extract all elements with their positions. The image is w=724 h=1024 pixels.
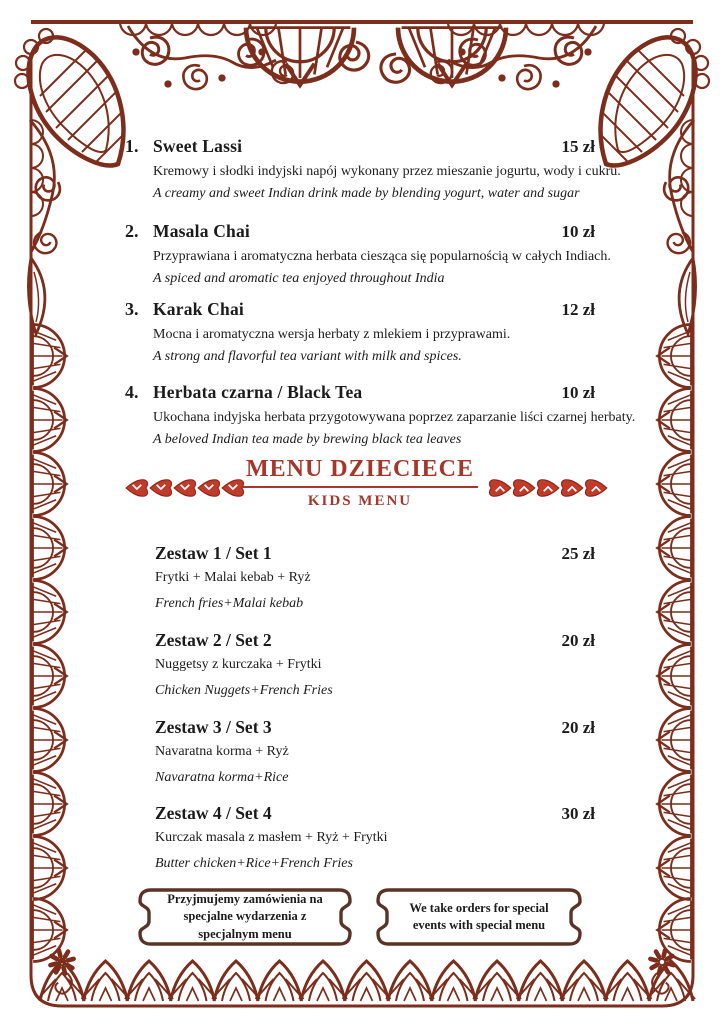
item-description-pl: Kremowy i słodki indyjski napój wykonany przez mieszanie jogurtu, wody i cukru. [153,164,621,179]
kids-set-header [125,717,595,738]
set-description-en: Chicken Nuggets+French Fries [155,683,333,698]
kids-set-header [125,803,595,824]
item-description-en: A strong and flavorful tea variant with milk and spices. [153,349,462,364]
item-description-pl: Przyprawiana i aromatyczna herbata ciesząca się popularnością w całych Indiach. [153,249,611,264]
menu-item-header [125,136,595,157]
special-orders-text-pl: Przyjmujemy zamówienia na specjalne wydarzenia z specjalnym menu [167,891,323,941]
item-description-en: A creamy and sweet Indian drink made by blending yogurt, water and sugar [153,186,580,201]
item-price: 12 zł [561,300,595,319]
item-name: Herbata czarna / Black Tea [153,382,363,402]
set-price: 20 zł [561,718,595,737]
kids-menu-subtitle: KIDS MENU [307,493,413,509]
menu-item [125,299,595,365]
set-price: 25 zł [561,544,595,563]
item-number: 4. [125,382,139,402]
special-orders-note-pl [135,886,355,948]
set-description-en: Butter chicken+Rice+French Fries [155,856,353,871]
kids-set-header [125,543,595,564]
set-description-pl: Frytki + Malai kebab + Ryż [155,570,311,585]
kids-set-item [125,803,595,872]
item-description-en: A spiced and aromatic tea enjoyed throughout India [153,271,445,286]
item-price: 10 zł [561,383,595,402]
special-orders-note-en [373,886,585,948]
item-number: 1. [125,136,139,156]
kids-set-header [125,630,595,651]
set-price: 20 zł [561,631,595,650]
item-number: 3. [125,299,139,319]
set-description-en: French fries+Malai kebab [155,596,304,611]
set-name: Zestaw 2 / Set 2 [155,630,272,650]
menu-item [125,382,636,448]
item-price: 10 zł [561,222,595,241]
kids-set-item [125,543,595,612]
set-description-en: Navaratna korma+Rice [155,770,289,785]
set-description-pl: Kurczak masala z masłem + Ryż + Frytki [155,830,388,845]
set-name: Zestaw 3 / Set 3 [155,717,272,737]
menu-item [125,221,611,287]
special-orders-text-en: We take orders for special events with special menu [409,900,549,932]
set-price: 30 zł [561,804,595,823]
kids-menu-title: MENU DZIECIECE [242,456,478,488]
item-price: 15 zł [561,137,595,156]
menu-item-header [125,221,595,242]
item-description-en: A beloved Indian tea made by brewing black tea leaves [153,432,462,447]
kids-menu-heading [125,456,595,510]
item-name: Sweet Lassi [153,136,243,156]
set-name: Zestaw 4 / Set 4 [155,803,272,823]
kids-set-item [125,717,595,786]
item-name: Karak Chai [153,299,244,319]
item-description-pl: Ukochana indyjska herbata przygotowywana poprzez zaparzanie liści czarnej herbaty. [153,410,636,425]
set-description-pl: Nuggetsy z kurczaka + Frytki [155,657,322,672]
set-name: Zestaw 1 / Set 1 [155,543,272,563]
menu-item [125,136,621,202]
item-number: 2. [125,221,139,241]
kids-set-item [125,630,595,699]
menu-item-header [125,299,595,320]
menu-item-header [125,382,595,403]
item-name: Masala Chai [153,221,250,241]
item-description-pl: Mocna i aromatyczna wersja herbaty z mlekiem i przyprawami. [153,327,511,342]
set-description-pl: Navaratna korma + Ryż [155,744,289,759]
